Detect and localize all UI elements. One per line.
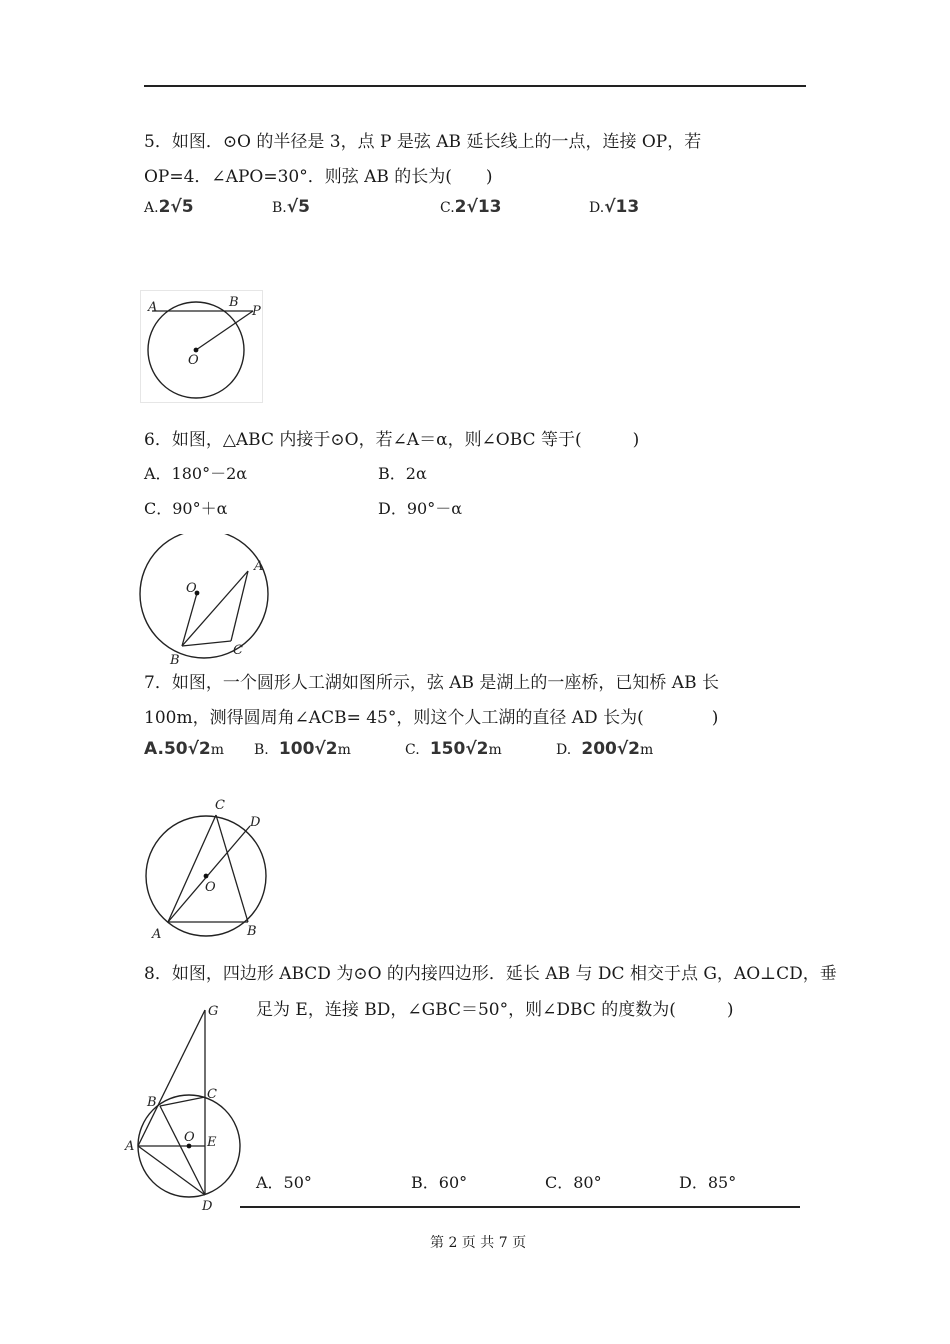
q6-label-a: A bbox=[254, 559, 264, 574]
q8-label-c: C bbox=[207, 1087, 217, 1102]
q7-label-c: C bbox=[215, 798, 225, 813]
q8-label-e: E bbox=[207, 1135, 217, 1150]
q5-option-d[interactable]: D.√13 bbox=[589, 197, 640, 217]
q8-option-b[interactable]: B．60° bbox=[411, 1173, 468, 1192]
q5-option-a[interactable]: A.2√5 bbox=[144, 197, 194, 217]
q5-figure bbox=[140, 290, 268, 408]
q7-option-a[interactable]: A.50√2m bbox=[144, 739, 225, 759]
q5-text-line1: 5．如图．⊙O 的半径是 3，点 P 是弦 AB 延长线上的一点，连接 OP，若 bbox=[144, 132, 702, 152]
q8-label-a: A bbox=[125, 1139, 135, 1154]
q8-label-g: G bbox=[208, 1004, 219, 1019]
q7-label-d: D bbox=[250, 815, 261, 830]
q8-option-c[interactable]: C．80° bbox=[545, 1173, 602, 1192]
q7-label-o: O bbox=[205, 880, 216, 895]
q5-option-b[interactable]: B.√5 bbox=[272, 197, 310, 217]
q7-text-line1: 7．如图，一个圆形人工湖如图所示，弦 AB 是湖上的一座桥，已知桥 AB 长 bbox=[144, 673, 719, 693]
q6-text-line1: 6．如图，△ABC 内接于⊙O，若∠A＝α，则∠OBC 等于( ) bbox=[144, 430, 640, 450]
q6-label-b: B bbox=[170, 653, 180, 668]
q6-label-o: O bbox=[186, 581, 197, 596]
q7-label-b: B bbox=[247, 924, 257, 939]
q8-label-d: D bbox=[202, 1199, 213, 1214]
q5-text-line2: OP=4．∠APO=30°．则弦 AB 的长为( ) bbox=[144, 167, 493, 187]
q5-label-b: B bbox=[229, 295, 239, 310]
q6-option-a[interactable]: A．180°－2α bbox=[144, 464, 248, 483]
q5-label-o: O bbox=[188, 353, 199, 368]
q8-label-b: B bbox=[147, 1095, 157, 1110]
q5-label-a: A bbox=[148, 300, 158, 315]
q6-label-c: C bbox=[233, 643, 243, 658]
q5-option-c[interactable]: C.2√13 bbox=[440, 197, 502, 217]
q6-option-d[interactable]: D．90°－α bbox=[378, 499, 462, 518]
q8-option-d[interactable]: D．85° bbox=[679, 1173, 737, 1192]
q7-figure bbox=[140, 795, 275, 945]
q8-option-a[interactable]: A．50° bbox=[256, 1173, 312, 1192]
q7-text-line2: 100m，测得圆周角∠ACB= 45°，则这个人工湖的直径 AD 长为( ) bbox=[144, 708, 719, 728]
q6-figure bbox=[134, 534, 274, 668]
q8-figure bbox=[120, 1000, 250, 1215]
q7-label-a: A bbox=[152, 927, 162, 942]
header-rule bbox=[144, 85, 806, 87]
q6-option-c[interactable]: C．90°＋α bbox=[144, 499, 228, 518]
q7-option-d[interactable]: D. 200√2m bbox=[556, 739, 654, 759]
page-number: 第 2 页 共 7 页 bbox=[430, 1235, 527, 1251]
q7-option-b[interactable]: B. 100√2m bbox=[254, 739, 351, 759]
q7-option-c[interactable]: C. 150√2m bbox=[405, 739, 502, 759]
q6-option-b[interactable]: B．2α bbox=[378, 464, 427, 483]
q5-label-p: P bbox=[252, 304, 261, 319]
q8-label-o: O bbox=[184, 1130, 195, 1145]
footer-rule bbox=[240, 1206, 800, 1208]
q8-text-line1: 8．如图，四边形 ABCD 为⊙O 的内接四边形．延长 AB 与 DC 相交于点 G，AO⊥CD，垂 bbox=[144, 964, 837, 984]
q8-text-line2: 足为 E，连接 BD，∠GBC＝50°，则∠DBC 的度数为( ) bbox=[256, 1000, 734, 1020]
